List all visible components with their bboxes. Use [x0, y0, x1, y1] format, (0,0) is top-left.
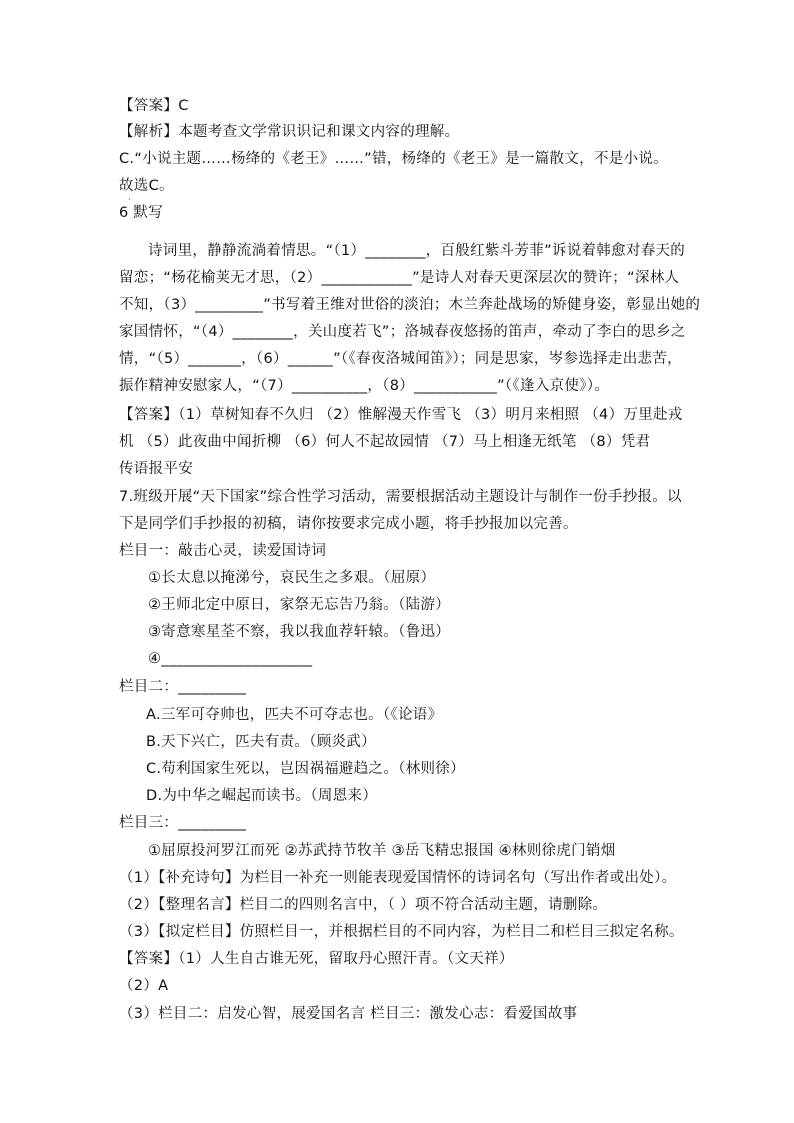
passage-line: 留恋；“杨花榆荚无才思，（2）____________”是诗人对春天更深层次的赞许；“深林人	[119, 270, 680, 286]
sub-question: （1）【补充诗句】为栏目一补充一则能表现爱国情怀的诗词名句（写出作者或出处）。	[119, 870, 677, 886]
list-item: ③寄意寒星荃不察，我以我血荐轩辕。（鲁迅）	[148, 624, 451, 640]
question-7-title: 7.班级开展“天下国家”综合性学习活动，需要根据活动主题设计与制作一份手抄报。以	[119, 489, 682, 505]
column-two-title: 栏目二：_________	[119, 679, 247, 695]
list-item: B.天下兴亡，匹夫有责。（顾炎武）	[146, 734, 376, 750]
sub-question: （2）【整理名言】栏目二的四则名言中，（ ）项不符合活动主题，请删除。	[119, 897, 608, 913]
conclusion-line: 故选C。	[119, 178, 174, 194]
answer-line: 【答案】（1）人生自古谁无死，留取丹心照汗青。（文天祥）	[119, 951, 514, 967]
answer-line: （3）栏目二：启发心智，展爱国名言 栏目三：激发心志：看爱国故事	[119, 1006, 578, 1022]
list-item: ①长太息以掩涕兮，哀民生之多艰。（屈原）	[148, 570, 436, 586]
answer-line: 【答案】C	[119, 98, 189, 114]
answer-line: 机 （5）此夜曲中闻折柳 （6）何人不起故园情 （7）马上相逢无纸笔 （8）凭君	[119, 434, 651, 450]
sub-question: （3）【拟定栏目】仿照栏目一，并根据栏目的不同内容，为栏目二和栏目三拟定名称。	[119, 924, 684, 940]
passage-line: 不知，（3）_________”书写着王维对世俗的淡泊；木兰奔赴战场的矫健身姿，彰显出她的	[119, 297, 701, 313]
passage-line: 家国情怀，“（4）________，关山度若飞”；洛城春夜悠扬的笛声，牵动了李白的思乡之	[119, 324, 686, 340]
passage-line: 诗词里，静静流淌着情思。“（1）________，百般红紫斗芳菲”诉说着韩愈对春天的	[148, 243, 686, 259]
answer-line: 【答案】（1）草树知春不久归 （2）惟解漫天作雪飞 （3）明月来相照 （4）万里赴戎	[119, 407, 683, 423]
list-item: ②王师北定中原日，家祭无忘告乃翁。（陆游）	[148, 597, 451, 613]
dot-mark: ·	[128, 195, 131, 204]
list-item: A.三军可夺帅也，匹夫不可夺志也。（《论语》	[146, 707, 443, 723]
question-6-title: 6 默写	[119, 205, 164, 221]
list-item: D.为中华之崛起而读书。（周恩来）	[146, 788, 378, 804]
passage-line: 振作精神安慰家人，“（7）__________，（8）___________”（《逢入京使》）。	[119, 378, 610, 394]
answer-line: （2）A	[119, 978, 169, 994]
list-item: C.苟利国家生死以，岂因祸福避趋之。（林则徐）	[146, 761, 465, 777]
list-item: ④____________________	[148, 651, 313, 667]
list-item: ①屈原投河罗江而死 ②苏武持节牧羊 ③岳飞精忠报国 ④林则徐虎门销烟	[148, 843, 616, 859]
analysis-detail: C.“小说主题……杨绛的《老王》……”错，杨绛的《老王》是一篇散文，不是小说。	[119, 151, 668, 167]
question-7-text: 下是同学们手抄报的初稿，请你按要求完成小题，将手抄报加以完善。	[119, 516, 578, 532]
answer-line: 传语报平安	[119, 461, 193, 477]
analysis-line: 【解析】本题考查文学常识识记和课文内容的理解。	[119, 124, 460, 140]
column-three-title: 栏目三：_________	[119, 815, 247, 831]
column-one-title: 栏目一：敲击心灵，读爱国诗词	[119, 543, 327, 559]
passage-line: 情，“（5）_______，（6）______”（《春夜洛城闻笛》）；同是思家，岑参选择走出悲苦，	[119, 351, 682, 367]
